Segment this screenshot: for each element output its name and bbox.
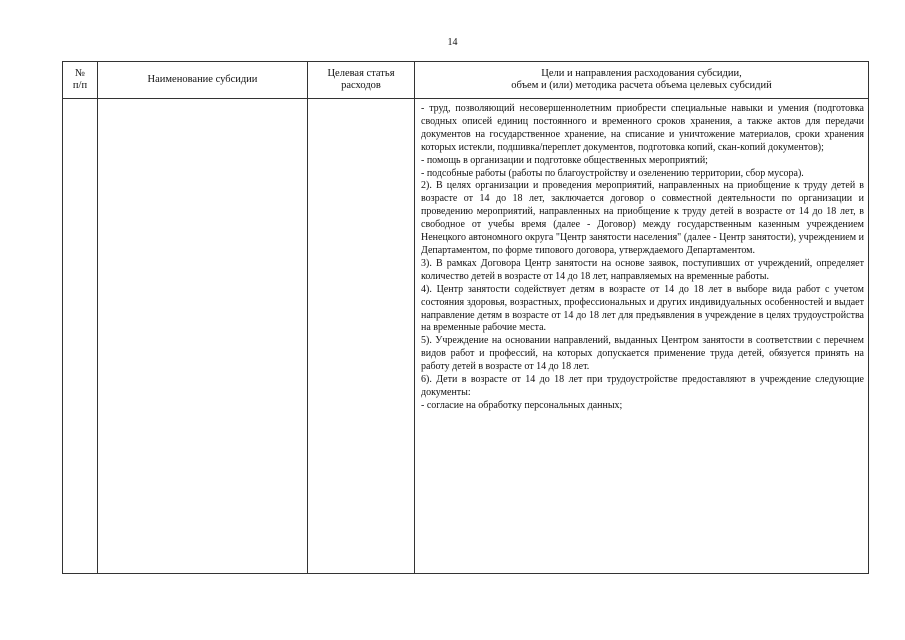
cell-target-article xyxy=(308,99,415,574)
table-header-row xyxy=(63,62,869,99)
paragraph: - согласие на обработку персональных данных; xyxy=(421,399,623,411)
header-goals-line-2: объем и (или) методика расчета объема целевых субсидий xyxy=(511,80,772,91)
cell-subsidy-name xyxy=(98,99,308,574)
paragraph: - труд, позволяющий несовершеннолетним приобрести специальные навыки и умения (подготовка сводных описей единиц постоянного и временного сроков хранения, а также актов для передачи документов на государственное хранение, на списание и уничтожение материалов, сроки хранения которых истекли, подшивка/переплет документов, подготовка копий, скан-копий документов); xyxy=(421,103,864,153)
header-target-article-line-1: Целевая статья xyxy=(327,68,395,79)
page-number: 14 xyxy=(447,37,458,48)
header-goals-line-1: Цели и направления расходования субсидии, xyxy=(541,68,742,79)
header-subsidy-name-line-1: Наименование субсидии xyxy=(147,74,258,85)
header-number-line-1: № xyxy=(74,68,86,79)
header-number xyxy=(63,62,98,99)
paragraph: 4). Центр занятости содействует детям в возрасте от 14 до 18 лет в выборе вида работ с учетом состояния здоровья, возрастных, профессиональных и других индивидуальных особенностей и выдает направление детям в возрасте от 14 до 18 лет для предъявления в учреждение в целях трудоустройства на временные рабочие места. xyxy=(421,283,864,334)
cell-goals-content xyxy=(415,99,869,574)
paragraph: - помощь в организации и подготовке общественных мероприятий; xyxy=(421,154,708,166)
paragraph: 6). Дети в возрасте от 14 до 18 лет при трудоустройстве предоставляют в учреждение следующие документы: xyxy=(421,374,864,398)
paragraph: 2). В целях организации и проведения мероприятий, направленных на приобщение к труду детей в возрасте от 14 до 18 лет, заключается договор о совместной деятельности по организации и проведению мероприятий, направленных на приобщение к труду детей в возрасте от 14 до 18 лет, в свободное от учебы время (далее - Договор) между государственным казенным учреждением Ненецкого автономного округа "Центр занятости населения" (далее - Центр занятости), учреждением и Департаментом, по форме типового договора, утверждаемого Департаментом. xyxy=(421,180,864,256)
header-goals xyxy=(415,62,869,99)
paragraph: 5). Учреждение на основании направлений, выданных Центром занятости в соответствии с перечнем видов работ и профессий, на которых допускается применение труда детей, обязуется принять на работу детей в возрасте от 14 до 18 лет. xyxy=(421,335,864,373)
header-target-article xyxy=(308,62,415,99)
header-subsidy-name xyxy=(98,62,308,99)
header-target-article-line-2: расходов xyxy=(341,80,381,91)
header-number-line-2: п/п xyxy=(72,80,88,91)
table-row xyxy=(63,99,869,574)
subsidy-table xyxy=(62,61,869,574)
cell-number xyxy=(63,99,98,574)
paragraph: - подсобные работы (работы по благоустройству и озеленению территории, сбор мусора). xyxy=(421,167,804,179)
paragraph: 3). В рамках Договора Центр занятости на основе заявок, поступивших от учреждений, определяет количество детей в возрасте от 14 до 18 лет, направляемых на временные работы. xyxy=(421,257,864,282)
